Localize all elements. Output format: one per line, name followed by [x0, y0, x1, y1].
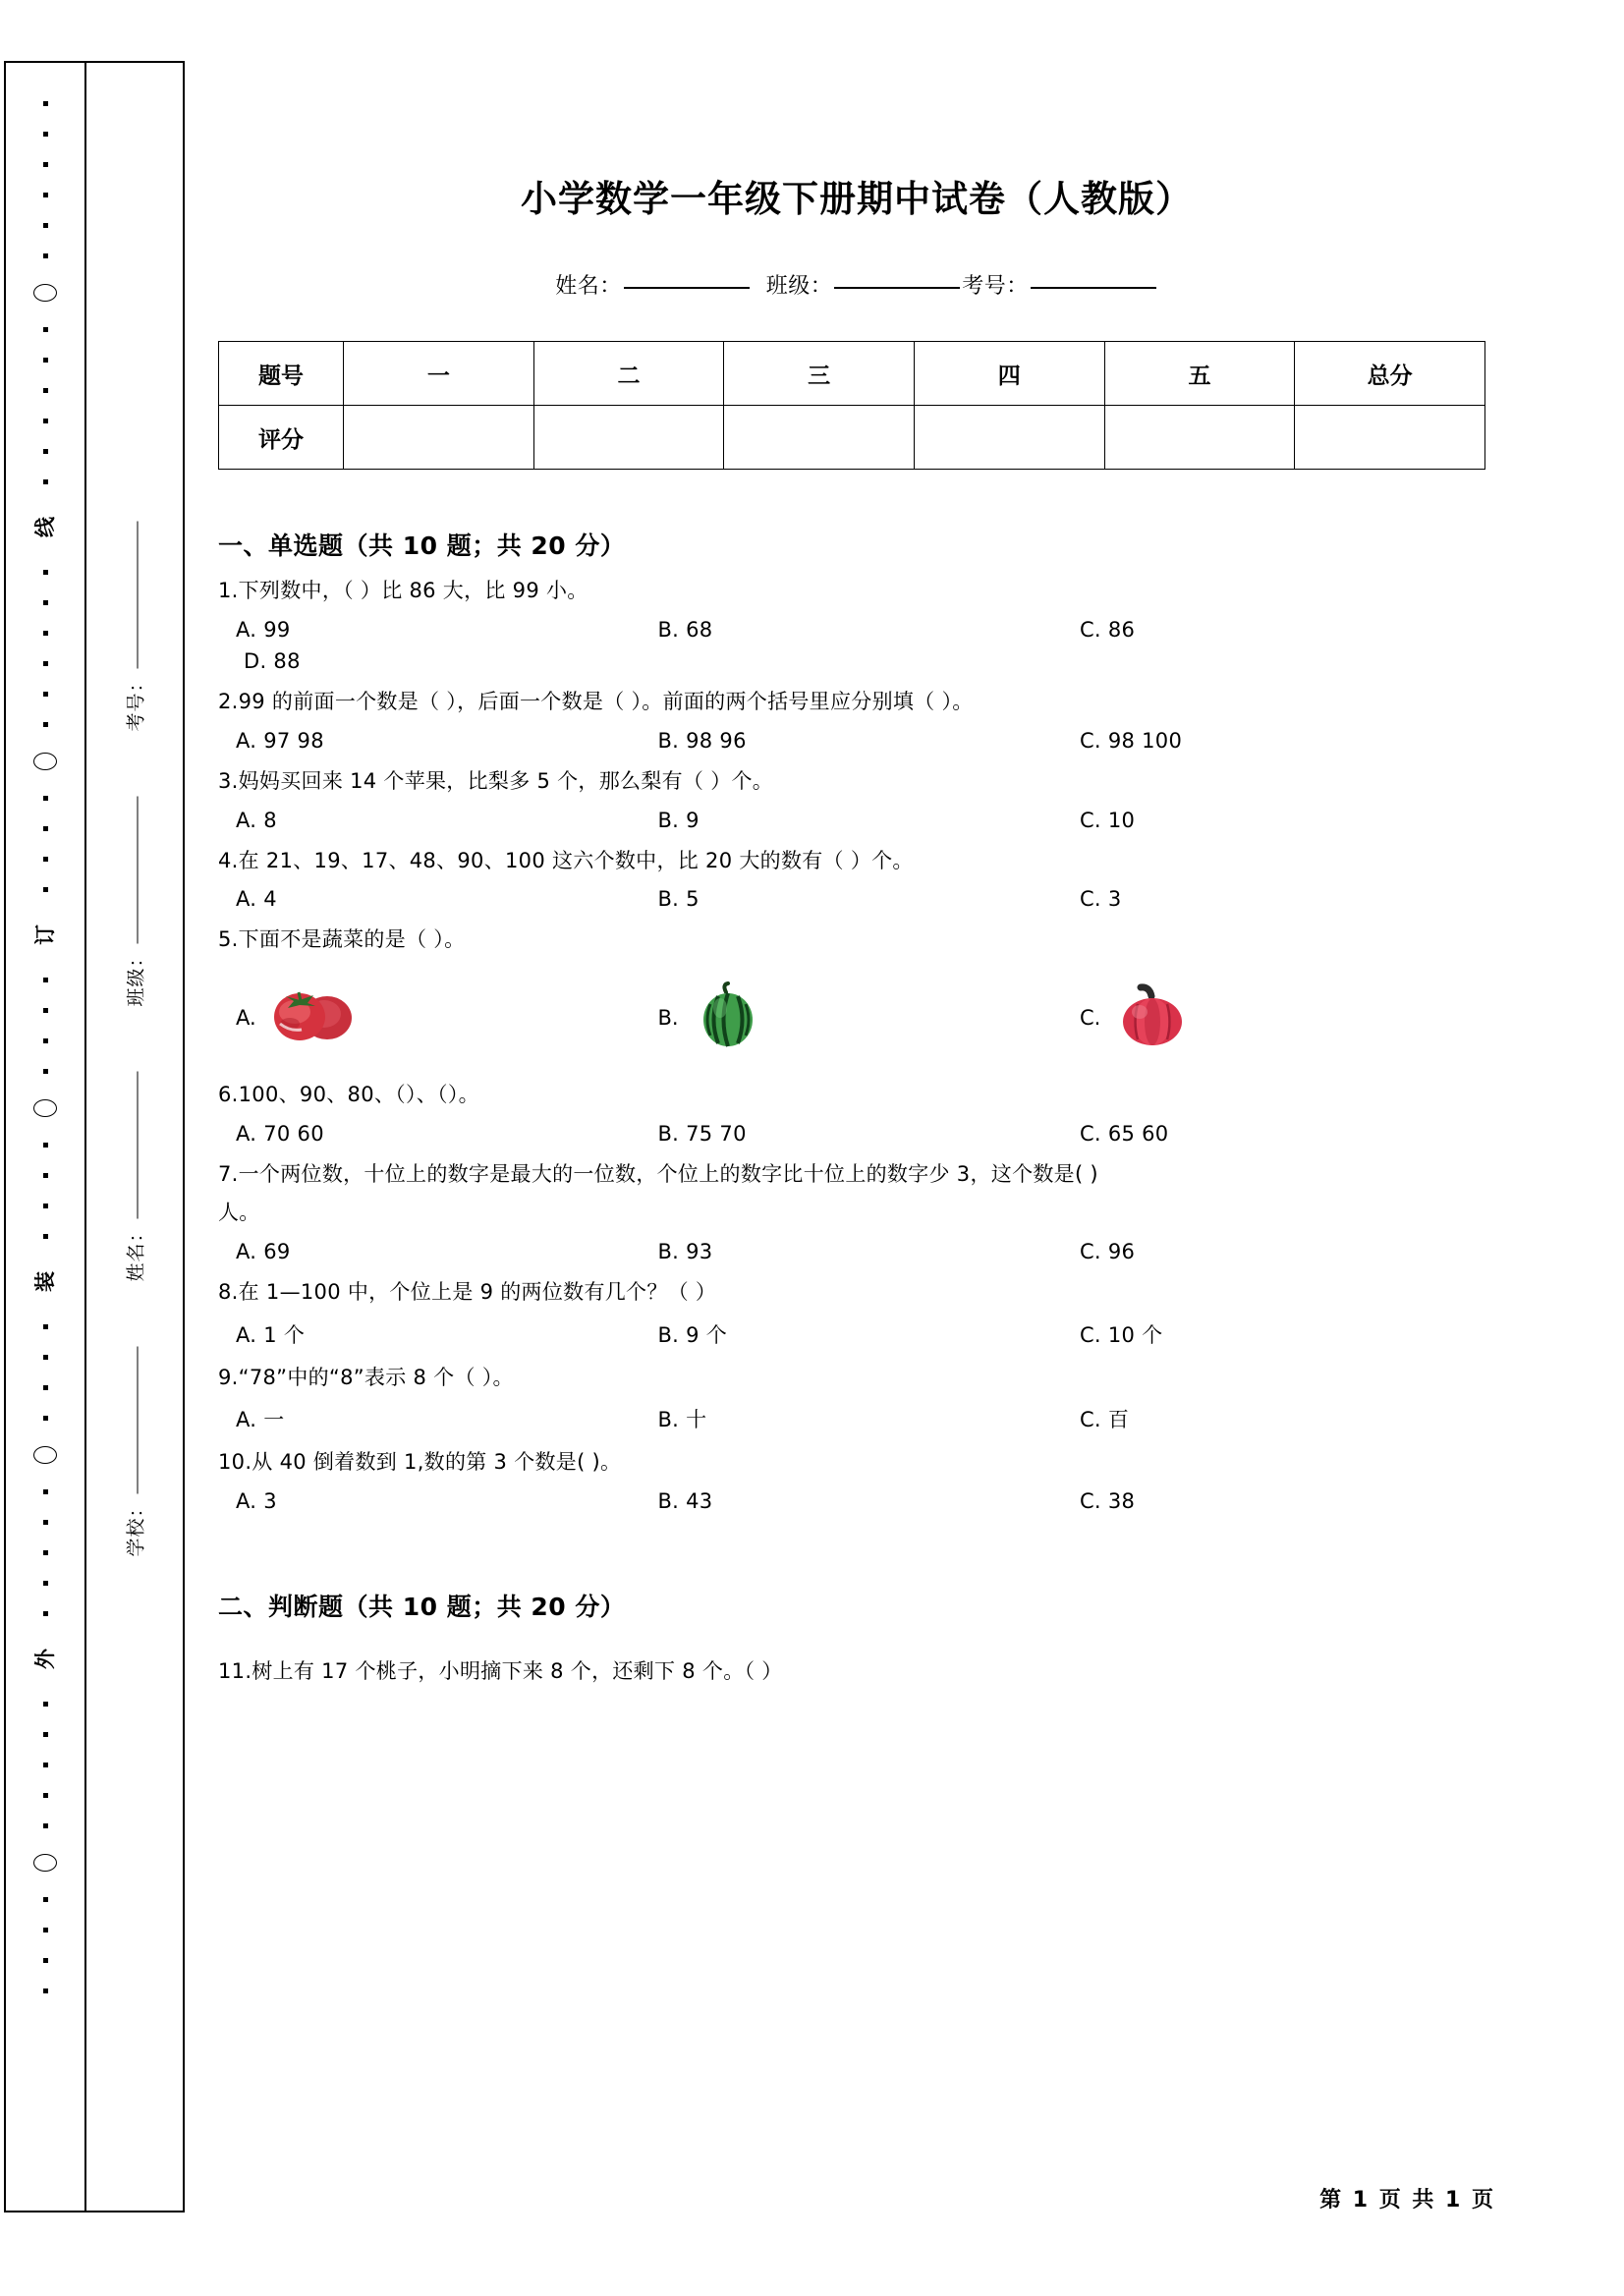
option-c-label: C.: [1079, 1005, 1101, 1030]
seal-field-class-line: [136, 796, 138, 943]
seal-dot: [43, 722, 48, 727]
seal-circle: [33, 284, 57, 302]
option-c[interactable]: C. 百: [1079, 1408, 1130, 1432]
option-b[interactable]: B. 9 个: [657, 1322, 728, 1347]
seal-field-class-label: 班级：: [125, 947, 147, 1007]
seal-dot: [43, 661, 48, 666]
option-a[interactable]: A. 70 60: [236, 1122, 324, 1147]
seal-char-xian: 线: [32, 517, 57, 537]
seal-dot: [43, 1763, 48, 1767]
option-a[interactable]: A. 3: [236, 1489, 277, 1514]
seal-dot: [43, 857, 48, 862]
option-c[interactable]: C. 10: [1079, 808, 1136, 832]
seal-dot: [43, 1038, 48, 1043]
exam-content: [218, 61, 1495, 1691]
question-10-options: [218, 1489, 1495, 1513]
question-8-text: 8.在 1—100 中，个位上是 9 的两位数有几个？（ ）: [218, 1279, 717, 1304]
option-c[interactable]: C. 65 60: [1079, 1122, 1169, 1147]
score-table-cell: 二: [533, 342, 724, 406]
seal-dot: [43, 449, 48, 454]
seal-dot: [43, 193, 48, 197]
score-table-input-cell[interactable]: [724, 406, 915, 470]
seal-dot: [43, 600, 48, 605]
seal-dot: [43, 1581, 48, 1586]
question-4-text: 4.在 21、19、17、48、90、100 这六个数中，比 20 大的数有（ ）个。: [218, 848, 914, 872]
seal-field-name[interactable]: [122, 1071, 148, 1281]
score-table-input-cell[interactable]: [344, 406, 534, 470]
option-a[interactable]: A. 97 98: [236, 728, 324, 753]
question-9-options: [218, 1404, 1495, 1433]
seal-dot: [43, 692, 48, 697]
seal-dot: [43, 1520, 48, 1525]
seal-dot: [43, 1897, 48, 1902]
option-a[interactable]: A. 99: [236, 617, 291, 642]
option-b[interactable]: B. 98 96: [657, 728, 747, 753]
option-a[interactable]: A. 1 个: [236, 1322, 306, 1347]
student-id-line: [218, 269, 1495, 300]
seal-dot: [43, 1069, 48, 1074]
seal-circle: [33, 1446, 57, 1464]
watermelon-icon: [691, 980, 767, 1054]
class-input-line[interactable]: [834, 286, 960, 289]
option-b[interactable]: B. 5: [657, 887, 700, 912]
option-b[interactable]: B. 93: [657, 1239, 713, 1263]
seal-dot: [43, 162, 48, 167]
seal-dot: [43, 388, 48, 393]
option-c[interactable]: C. 86: [1079, 617, 1136, 642]
seal-field-school[interactable]: [122, 1346, 148, 1556]
score-table-input-cell[interactable]: [533, 406, 724, 470]
seal-circle: [33, 753, 57, 770]
question-7-text: 7.一个两位数，十位上的数字是最大的一位数，个位上的数字比十位上的数字少 3，这个数是( ): [218, 1162, 1098, 1187]
question-1-options: [218, 618, 1495, 642]
seal-field-exam-no-label: 考号：: [125, 672, 147, 732]
section-title-true-false: 二、判断题（共 10 题；共 20 分）: [218, 1593, 626, 1622]
question-9-text: 9.“78”中的“8”表示 8 个（ ）。: [218, 1365, 514, 1389]
seal-dot: [43, 419, 48, 423]
page-title: 小学数学一年级下册期中试卷（人教版）: [521, 178, 1193, 220]
seal-dot: [43, 1416, 48, 1421]
seal-dot: [43, 1732, 48, 1737]
seal-dot: [43, 1988, 48, 1993]
option-c[interactable]: C. 96: [1079, 1239, 1136, 1263]
seal-dot: [43, 796, 48, 801]
seal-dot: [43, 327, 48, 332]
option-c[interactable]: [1080, 980, 1193, 1054]
question-8-options: [218, 1319, 1495, 1349]
pumpkin-icon: [1112, 980, 1193, 1054]
seal-char-wai: 外: [32, 1649, 57, 1669]
seal-field-name-label: 姓名：: [125, 1222, 147, 1282]
section-title-single-choice: 一、单选题（共 10 题；共 20 分）: [218, 532, 626, 560]
seal-dot: [43, 1324, 48, 1329]
seal-dot: [43, 1702, 48, 1707]
question-11-text: 11.树上有 17 个桃子，小明摘下来 8 个，还剩下 8 个。（ ）: [218, 1659, 783, 1684]
seal-dot: [43, 479, 48, 484]
score-table-cell: 三: [724, 342, 915, 406]
question-3-text: 3.妈妈买回来 14 个苹果，比梨多 5 个，那么梨有（ ）个。: [218, 768, 774, 793]
seal-dot-track: [6, 63, 84, 2211]
table-row-scores: [219, 406, 1485, 470]
exam-no-label: 考号：: [962, 274, 1029, 299]
option-a[interactable]: A. 69: [236, 1239, 291, 1263]
question-3-options: [218, 809, 1495, 832]
question-6-options: [218, 1122, 1495, 1146]
seal-field-school-line: [136, 1346, 138, 1493]
seal-dot: [43, 570, 48, 575]
score-table-input-cell[interactable]: [1104, 406, 1295, 470]
seal-dot: [43, 978, 48, 982]
seal-dot: [43, 1611, 48, 1616]
score-table-header-score: 评分: [219, 406, 344, 470]
seal-field-school-label: 学校：: [125, 1497, 147, 1557]
table-row-question-numbers: [219, 342, 1485, 406]
question-2-options: [218, 729, 1495, 753]
option-a[interactable]: A. 8: [236, 808, 277, 832]
question-1-options-extra: [218, 649, 1495, 673]
page-footer: 第 1 页 共 1 页: [1319, 2188, 1495, 2212]
seal-dot: [43, 826, 48, 831]
option-a[interactable]: A. 4: [236, 887, 277, 912]
seal-dot: [43, 887, 48, 892]
option-d[interactable]: D. 88: [244, 648, 301, 673]
seal-dot: [43, 1928, 48, 1932]
seal-field-exam-no-line: [136, 521, 138, 668]
seal-field-exam-no[interactable]: [122, 521, 148, 731]
seal-dot: [43, 253, 48, 258]
seal-dot: [43, 1234, 48, 1239]
score-table-cell: 四: [914, 342, 1104, 406]
score-table-input-cell[interactable]: [1295, 406, 1485, 470]
tomato-icon: [268, 984, 359, 1050]
option-c[interactable]: C. 98 100: [1079, 728, 1183, 753]
seal-dot: [43, 1489, 48, 1494]
seal-dot: [43, 1173, 48, 1178]
option-a[interactable]: [236, 984, 657, 1050]
question-6-text: 6.100、90、80、（）、（）。: [218, 1083, 479, 1107]
score-table-cell: 总分: [1295, 342, 1485, 406]
seal-dot: [43, 1143, 48, 1148]
option-c[interactable]: C. 38: [1079, 1489, 1136, 1514]
seal-dot: [43, 1550, 48, 1555]
option-b[interactable]: B. 43: [657, 1489, 713, 1514]
seal-circle: [33, 1099, 57, 1117]
option-b[interactable]: B. 75 70: [657, 1122, 747, 1147]
score-table-cell: 一: [344, 342, 534, 406]
seal-char-zhuang: 装: [32, 1271, 57, 1292]
option-c[interactable]: C. 3: [1079, 887, 1122, 912]
question-7-text-line2: 人。: [218, 1200, 260, 1224]
option-b[interactable]: B. 68: [657, 617, 713, 642]
seal-dot: [43, 1793, 48, 1798]
score-table-cell: 五: [1104, 342, 1295, 406]
seal-dot: [43, 1823, 48, 1828]
class-label: 班级：: [765, 274, 833, 299]
seal-dot: [43, 223, 48, 228]
option-c[interactable]: C. 10 个: [1079, 1322, 1163, 1347]
seal-dot: [43, 1385, 48, 1390]
seal-dot: [43, 132, 48, 137]
option-b[interactable]: B. 9: [657, 808, 700, 832]
seal-dot: [43, 1958, 48, 1963]
question-10-text: 10.从 40 倒着数到 1,数的第 3 个数是( )。: [218, 1450, 622, 1475]
seal-field-name-line: [136, 1071, 138, 1218]
seal-dot: [43, 631, 48, 636]
name-label: 姓名：: [555, 274, 622, 299]
score-table: [218, 341, 1485, 470]
option-b[interactable]: B. 十: [657, 1408, 707, 1432]
seal-dotted-column: [6, 63, 86, 2211]
seal-dot: [43, 1355, 48, 1360]
seal-dot: [43, 358, 48, 363]
score-table-input-cell[interactable]: [914, 406, 1104, 470]
exam-no-input-line[interactable]: [1031, 286, 1156, 289]
question-7-options: [218, 1240, 1495, 1263]
seal-dot: [43, 1008, 48, 1013]
seal-char-ding: 订: [32, 924, 57, 945]
seal-field-class[interactable]: [122, 796, 148, 1006]
name-input-line[interactable]: [624, 286, 750, 289]
option-a-label: A.: [236, 1005, 256, 1030]
seal-line-margin: [4, 61, 185, 2212]
seal-dot: [43, 101, 48, 106]
score-table-header-qnum: 题号: [219, 342, 344, 406]
seal-dot: [43, 1204, 48, 1208]
question-1-text: 1.下列数中，（ ）比 86 大，比 99 小。: [218, 579, 588, 602]
seal-fields-column: [86, 63, 183, 2211]
option-b-label: B.: [657, 1005, 679, 1030]
question-4-options: [218, 887, 1495, 911]
question-5-text: 5.下面不是蔬菜的是（ ）。: [218, 927, 466, 952]
seal-circle: [33, 1854, 57, 1872]
question-2-text: 2.99 的前面一个数是（ ），后面一个数是（ ）。前面的两个括号里应分别填（ ）。: [218, 689, 974, 713]
question-5-options: [218, 980, 1495, 1054]
option-b[interactable]: [657, 980, 1079, 1054]
option-a[interactable]: A. 一: [236, 1408, 285, 1432]
